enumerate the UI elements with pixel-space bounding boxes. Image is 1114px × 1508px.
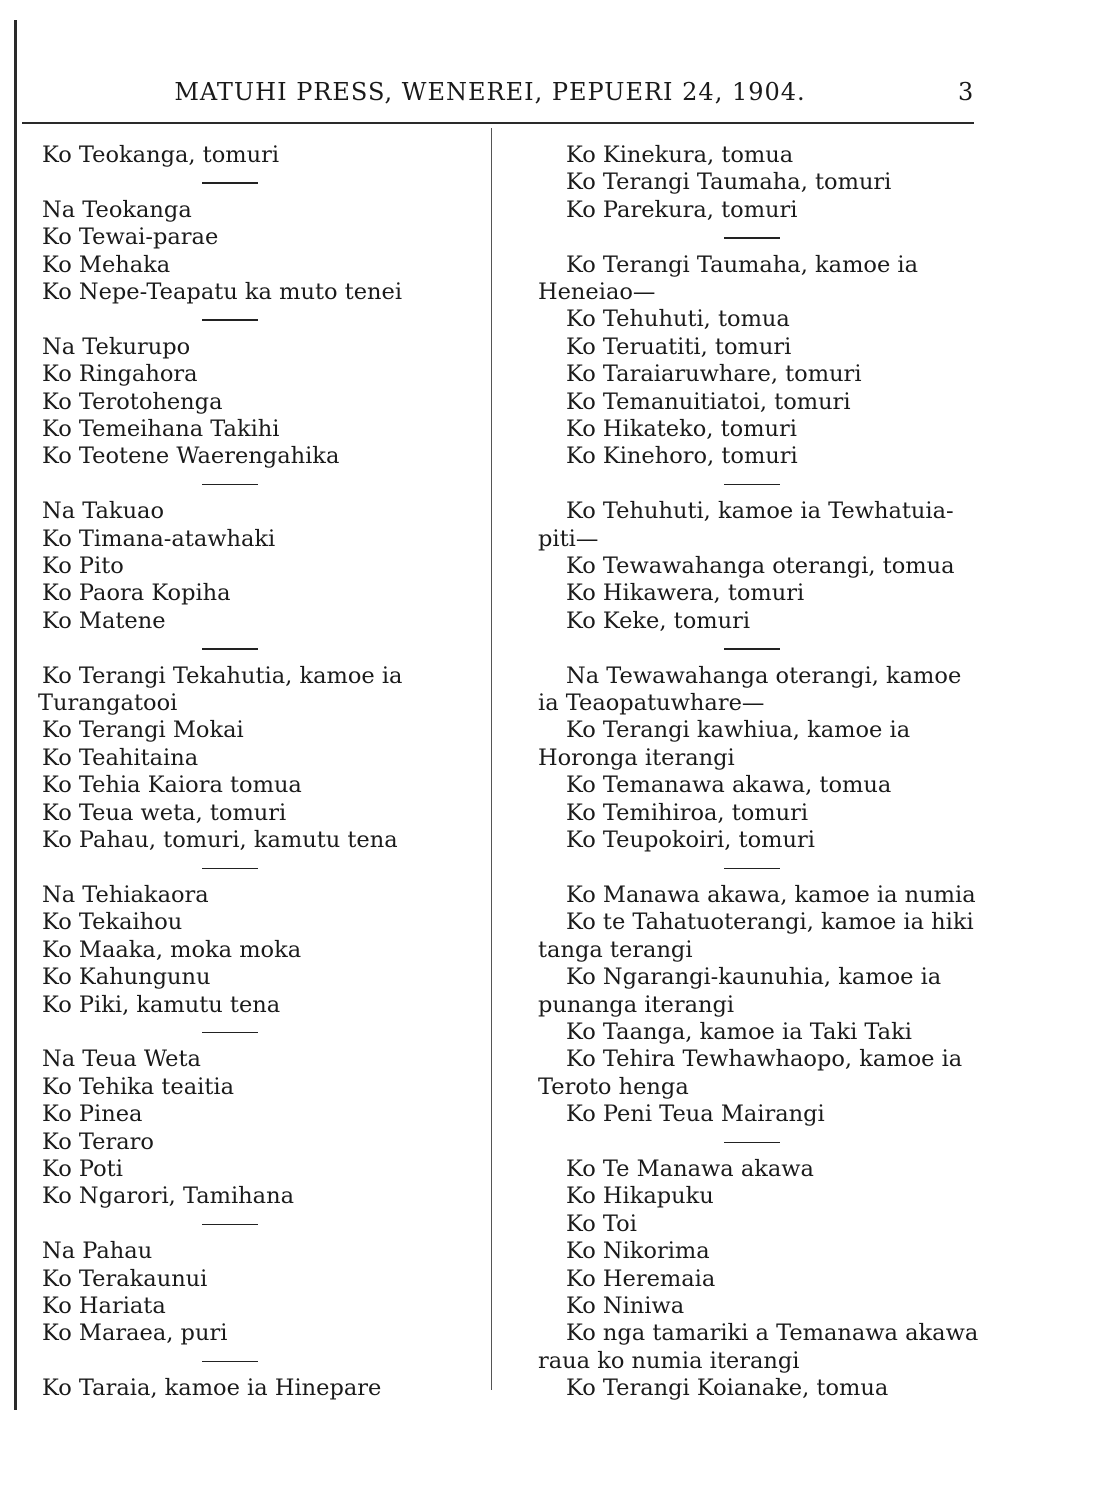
genealogy-line: Ko Teupokoiri, tomuri [566, 827, 815, 854]
section-divider [538, 855, 971, 882]
genealogy-line: Ko Ngarori, Tamihana [42, 1183, 294, 1210]
genealogy-line: Ko Tehia Kaiora tomua [42, 772, 302, 799]
genealogy-line: Ko Terangi Tekahutia, kamoe ia [42, 662, 403, 689]
genealogy-line: Ko Poti [42, 1155, 123, 1182]
genealogy-line: Ko Tewawahanga oterangi, tomua [566, 553, 955, 580]
genealogy-line: Ko Ringahora [42, 361, 198, 388]
genealogy-line: Ko Terangi kawhiua, kamoe ia [566, 717, 911, 744]
genealogy-line: Ko Tehira Tewhawhaopo, kamoe ia [566, 1046, 963, 1073]
right-column [538, 142, 979, 1403]
section-divider [538, 471, 971, 498]
genealogy-line: Ko Hariata [42, 1292, 166, 1319]
genealogy-line: piti— [538, 525, 599, 552]
genealogy-line: Ko Tewai-parae [42, 224, 219, 251]
genealogy-line: Ko Temanawa akawa, tomua [566, 772, 892, 799]
genealogy-line: Na Tekurupo [42, 333, 191, 360]
genealogy-line: Ko Teraro [42, 1128, 154, 1155]
genealogy-line: Ko Parekura, tomuri [566, 196, 798, 223]
genealogy-line: Ko Pinea [42, 1101, 143, 1128]
genealogy-line: Ko Hikateko, tomuri [566, 416, 797, 443]
genealogy-line: ia Teaopatuwhare— [538, 690, 765, 717]
genealogy-line: Ko Maaka, moka moka [42, 936, 302, 963]
genealogy-line: Ko Temihiroa, tomuri [566, 799, 809, 826]
genealogy-line: Ko Te Manawa akawa [566, 1155, 814, 1182]
genealogy-line: raua ko numia iterangi [538, 1347, 800, 1374]
page-number: 3 [958, 78, 974, 106]
genealogy-line: Ko Ngarangi-kaunuhia, kamoe ia [566, 964, 942, 991]
genealogy-line: Ko Kinehoro, tomuri [566, 443, 798, 470]
genealogy-line: Ko Timana-atawhaki [42, 525, 276, 552]
genealogy-line: Ko Kahungunu [42, 964, 211, 991]
genealogy-line: Ko nga tamariki a Temanawa akawa [566, 1320, 979, 1347]
genealogy-line: Ko te Tahatuoterangi, kamoe ia hiki [566, 909, 974, 936]
section-divider [538, 224, 971, 251]
genealogy-line: Ko Teruatiti, tomuri [566, 333, 792, 360]
genealogy-line: Ko Hikapuku [566, 1183, 714, 1210]
genealogy-line: Ko Teokanga, tomuri [42, 142, 280, 168]
genealogy-line: Ko Terakaunui [42, 1265, 208, 1292]
genealogy-line: Na Tewawahanga oterangi, kamoe [566, 662, 962, 689]
genealogy-line: Ko Taanga, kamoe ia Taki Taki [566, 1018, 912, 1045]
genealogy-line: Ko Tehuhuti, kamoe ia Tewhatuia- [566, 498, 954, 525]
genealogy-line: Ko Teahitaina [42, 744, 199, 771]
section-divider [42, 306, 452, 333]
genealogy-line: Ko Mehaka [42, 251, 171, 278]
genealogy-line: Na Takuao [42, 498, 165, 525]
left-column [38, 142, 452, 1403]
section-divider [42, 471, 452, 498]
genealogy-line: Na Pahau [42, 1238, 153, 1265]
section-divider [42, 855, 452, 882]
genealogy-line: Ko Heremaia [566, 1265, 716, 1292]
section-divider [538, 635, 971, 662]
section-divider [42, 1211, 452, 1238]
genealogy-line: Na Tehiakaora [42, 881, 209, 908]
genealogy-line: Ko Terangi Taumaha, kamoe ia [566, 251, 919, 278]
genealogy-line: tanga terangi [538, 936, 693, 963]
section-divider [42, 1348, 452, 1375]
genealogy-line: punanga iterangi [538, 991, 735, 1018]
header-rule [22, 122, 974, 124]
genealogy-line: Ko Niniwa [566, 1292, 685, 1319]
genealogy-line: Ko Kinekura, tomua [566, 142, 794, 168]
genealogy-line: Ko Pito [42, 553, 124, 580]
genealogy-line: Ko Taraia, kamoe ia Hinepare [42, 1375, 382, 1402]
genealogy-line: Ko Teotene Waerengahika [42, 443, 340, 470]
genealogy-line: Ko Keke, tomuri [566, 607, 751, 634]
genealogy-line: Na Teokanga [42, 196, 192, 223]
section-divider [538, 1129, 971, 1156]
genealogy-line: Ko Manawa akawa, kamoe ia numia [566, 881, 976, 908]
genealogy-line: Ko Paora Kopiha [42, 580, 231, 607]
genealogy-line: Na Teua Weta [42, 1046, 201, 1073]
genealogy-line: Heneiao— [538, 279, 656, 306]
genealogy-line: Ko Nikorima [566, 1238, 710, 1265]
column-divider [491, 128, 492, 1390]
section-divider [42, 1019, 452, 1046]
genealogy-line: Ko Tehuhuti, tomua [566, 306, 790, 333]
genealogy-line: Ko Hikawera, tomuri [566, 580, 805, 607]
genealogy-line: Ko Peni Teua Mairangi [566, 1101, 825, 1128]
section-divider [42, 169, 452, 196]
page-header: MATUHI PRESS, WENEREI, PEPUERI 24, 1904. [174, 78, 806, 106]
genealogy-line: Ko Piki, kamutu tena [42, 991, 281, 1018]
genealogy-line: Ko Terangi Koianake, tomua [566, 1375, 889, 1402]
genealogy-line: Ko Temanuitiatoi, tomuri [566, 388, 851, 415]
genealogy-line: Turangatooi [38, 690, 178, 717]
genealogy-line: Horonga iterangi [538, 744, 735, 771]
genealogy-line: Teroto henga [538, 1073, 689, 1100]
page-edge-rule [14, 20, 17, 1410]
section-divider [42, 635, 452, 662]
genealogy-line: Ko Terotohenga [42, 388, 223, 415]
genealogy-line: Ko Terangi Taumaha, tomuri [566, 169, 892, 196]
genealogy-line: Ko Tekaihou [42, 909, 183, 936]
genealogy-line: Ko Tehika teaitia [42, 1073, 234, 1100]
genealogy-line: Ko Temeihana Takihi [42, 416, 280, 443]
genealogy-line: Ko Toi [566, 1210, 637, 1237]
genealogy-line: Ko Nepe-Teapatu ka muto tenei [42, 279, 403, 306]
genealogy-line: Ko Matene [42, 607, 166, 634]
genealogy-line: Ko Taraiaruwhare, tomuri [566, 361, 862, 388]
genealogy-line: Ko Pahau, tomuri, kamutu tena [42, 827, 398, 854]
genealogy-line: Ko Terangi Mokai [42, 717, 244, 744]
genealogy-line: Ko Maraea, puri [42, 1320, 228, 1347]
genealogy-line: Ko Teua weta, tomuri [42, 799, 287, 826]
